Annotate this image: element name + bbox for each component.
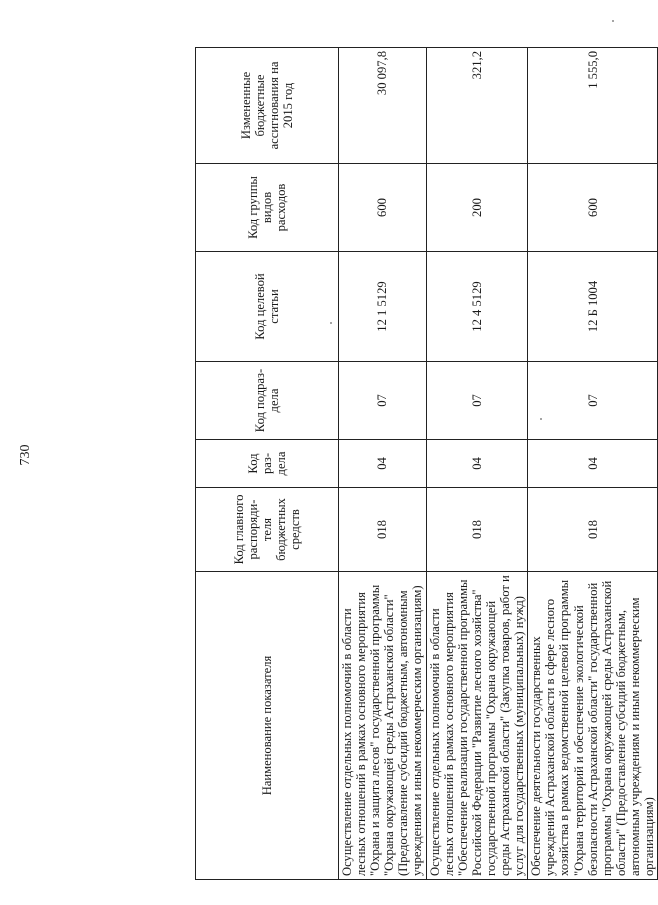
scan-speck	[540, 418, 542, 420]
scan-speck	[612, 20, 614, 22]
row-grbs: 018	[339, 488, 427, 572]
row-subsection: 07	[339, 362, 427, 440]
row-section: 04	[426, 440, 528, 488]
page-number: 730	[18, 444, 33, 466]
table-row	[426, 48, 528, 880]
row-target-article: 12 4 5129	[426, 252, 528, 362]
row-amount: 1 555,0	[528, 48, 658, 164]
header-target-article-code: Код целевой статьи	[196, 252, 339, 362]
row-name: Осуществление отдельных полномочий в области лесных отношений в рамках основного мероприятия "Охрана и защита лесов" государственной программы "Охрана окружающей среды Астраханской области" (Предоставление субсидий бюджетным, автономным учреждениям и иным некоммерческим организациям)	[339, 572, 427, 880]
table-row	[528, 48, 658, 880]
row-subsection: 07	[426, 362, 528, 440]
row-grbs: 018	[426, 488, 528, 572]
header-expense-type-code: Код группы видов расходов	[196, 164, 339, 252]
row-grbs: 018	[528, 488, 658, 572]
header-amount-2015: Измененные бюджетные ассигнования на 2015 год	[196, 48, 339, 164]
row-expense-type: 200	[426, 164, 528, 252]
row-expense-type: 600	[528, 164, 658, 252]
row-expense-type: 600	[339, 164, 427, 252]
table-row	[339, 48, 427, 880]
row-target-article: 12 Б 1004	[528, 252, 658, 362]
header-subsection-code: Код подраз-дела	[196, 362, 339, 440]
row-section: 04	[339, 440, 427, 488]
header-section-code: Код раз-дела	[196, 440, 339, 488]
header-grbs-code: Код главного распоряди-теля бюджетных средств	[196, 488, 339, 572]
row-amount: 30 097,8	[339, 48, 427, 164]
rotated-table-container	[195, 48, 656, 880]
row-subsection: 07	[528, 362, 658, 440]
row-name: Осуществление отдельных полномочий в области лесных отношений в рамках основного мероприятия "Обеспечение реализации государственной программы Российской Федерации "Развитие лесного хозяйства" государственной программы "Охрана окружающей среды Астраханской области" (Закупка товаров, работ и услуг для государственных (муниципальных) нужд)	[426, 572, 528, 880]
row-name: Обеспечение деятельности государственных учреждений Астраханской области в сфере лесного хозяйства в рамках ведомственной целевой программы "Охрана территорий и обеспечение экологической безопасности Астраханской области" государственной программы "Охрана окружающей среды Астраханской области" (Предоставление субсидий бюджетным, автономным учреждениям и иным некоммерческим организациям)	[528, 572, 658, 880]
scan-speck	[330, 322, 332, 324]
row-amount: 321,2	[426, 48, 528, 164]
budget-table	[195, 47, 658, 880]
row-target-article: 12 1 5129	[339, 252, 427, 362]
header-name: Наименование показателя	[196, 572, 339, 880]
table-header-row	[196, 48, 339, 880]
row-section: 04	[528, 440, 658, 488]
